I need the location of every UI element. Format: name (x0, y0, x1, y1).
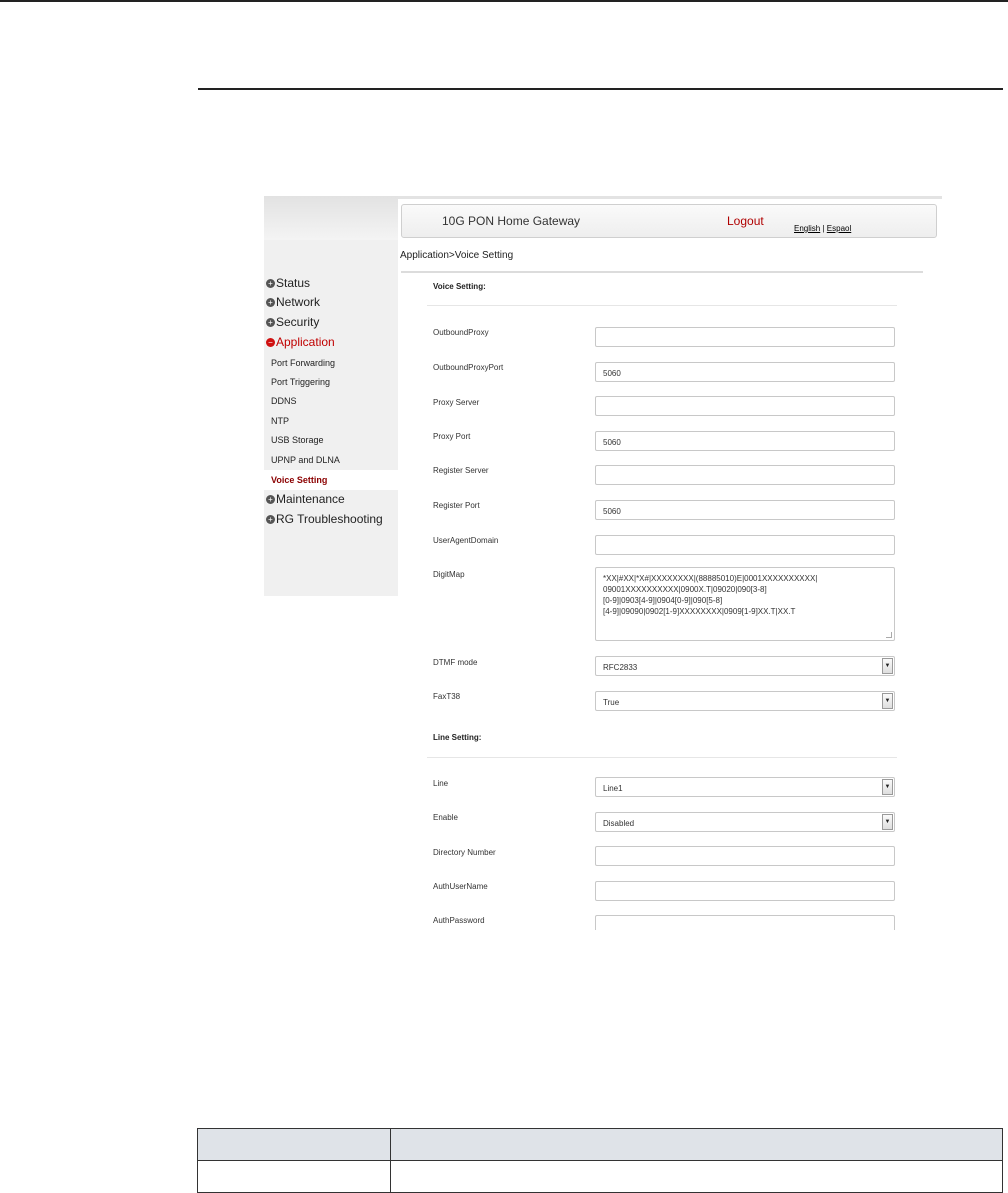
digitmap-line: *XX|#XX|*X#|XXXXXXXX|(88885010)E|0001XXXXXXXXXX| (603, 574, 818, 583)
language-switcher (794, 224, 851, 233)
nav-item-label: Network (276, 295, 321, 309)
nav-item-rg-troubleshooting[interactable] (266, 512, 383, 526)
dtmf-mode-select[interactable] (595, 656, 895, 676)
lang-english-link[interactable]: English (794, 224, 821, 233)
fax-t38-select[interactable] (595, 691, 895, 711)
app-title: 10G PON Home Gateway (442, 214, 581, 228)
register-server-label: Register Server (433, 466, 489, 475)
plus-circle-icon: + (266, 298, 275, 307)
nav-sub-ntp[interactable]: NTP (271, 416, 289, 426)
digitmap-line: 09001XXXXXXXXXX|0900X.T|09020|090[3-8] (603, 585, 767, 594)
nav-item-label: Maintenance (276, 492, 345, 506)
dtmf-mode-label: DTMF mode (433, 658, 478, 667)
digitmap-line: [0-9]|0903[4-9]|0904[0-9]|090[5-8] (603, 596, 723, 605)
lang-separator: | (820, 224, 827, 233)
chevron-down-icon[interactable]: ▼ (882, 658, 893, 674)
proxy-port-label: Proxy Port (433, 432, 471, 441)
nav-sub-port-triggering[interactable]: Port Triggering (271, 377, 331, 387)
digitmap-line: [4-9]|09090|0902[1-9]XXXXXXXX|0909[1-9]XX.T|XX.T (603, 607, 796, 616)
chevron-down-icon[interactable]: ▼ (882, 814, 893, 830)
table-cell (391, 1161, 1003, 1193)
nav-sub-voice-setting[interactable]: Voice Setting (271, 475, 328, 485)
outbound-proxy-port-label: OutboundProxyPort (433, 363, 504, 372)
nav-sub-usb-storage[interactable]: USB Storage (271, 435, 324, 445)
nav-sub-upnp-dlna[interactable]: UPNP and DLNA (271, 455, 340, 465)
logout-link[interactable]: Logout (727, 214, 764, 228)
plus-circle-icon: + (266, 495, 275, 504)
section-divider (427, 305, 897, 306)
table-header-cell (198, 1129, 391, 1161)
auth-password-label: AuthPassword (433, 916, 485, 925)
breadcrumb: Application>Voice Setting (400, 250, 514, 261)
enable-label: Enable (433, 813, 458, 822)
auth-user-name-input[interactable] (595, 881, 895, 901)
document-header-rule (198, 88, 1003, 90)
digitmap-label: DigitMap (433, 570, 465, 579)
chevron-down-icon[interactable]: ▼ (882, 779, 893, 795)
nav-item-label: Status (276, 276, 311, 290)
table-row (198, 1161, 1003, 1193)
fax-t38-label: FaxT38 (433, 692, 461, 701)
register-port-input[interactable]: 5060 (595, 500, 895, 520)
line-select[interactable] (595, 777, 895, 797)
document-table (197, 1128, 1003, 1193)
voice-setting-title: Voice Setting: (433, 282, 486, 291)
outbound-proxy-port-input[interactable]: 5060 (595, 362, 895, 382)
register-server-input[interactable] (595, 465, 895, 485)
outbound-proxy-label: OutboundProxy (433, 328, 489, 337)
page-top-rule (0, 0, 1008, 2)
proxy-port-input[interactable]: 5060 (595, 431, 895, 451)
proxy-server-input[interactable] (595, 396, 895, 416)
outbound-proxy-input[interactable] (595, 327, 895, 347)
nav-item-security[interactable] (266, 315, 319, 329)
register-port-label: Register Port (433, 501, 480, 510)
directory-number-input[interactable] (595, 846, 895, 866)
line-setting-title: Line Setting: (433, 733, 482, 742)
line-label: Line (433, 779, 449, 788)
enable-value: Disabled (603, 819, 635, 828)
breadcrumb-divider (401, 271, 923, 273)
directory-number-label: Directory Number (433, 848, 496, 857)
nav-item-maintenance[interactable] (266, 492, 345, 506)
nav-item-application[interactable] (266, 335, 335, 349)
table-header-cell (391, 1129, 1003, 1161)
nav-item-label: Application (276, 335, 335, 349)
table-cell (198, 1161, 391, 1193)
minus-circle-icon: − (266, 338, 275, 347)
user-agent-domain-input[interactable] (595, 535, 895, 555)
lang-spanish-link[interactable]: Espaol (826, 224, 852, 233)
router-ui-screenshot (264, 196, 942, 930)
dtmf-mode-value: RFC2833 (603, 663, 638, 672)
nav-sub-ddns[interactable]: DDNS (271, 396, 297, 406)
left-navigation (264, 196, 398, 596)
plus-circle-icon: + (266, 318, 275, 327)
chevron-down-icon[interactable]: ▼ (882, 693, 893, 709)
fax-t38-value: True (603, 698, 620, 707)
plus-circle-icon: + (266, 515, 275, 524)
plus-circle-icon: + (266, 279, 275, 288)
user-agent-domain-label: UserAgentDomain (433, 536, 499, 545)
nav-item-status[interactable] (266, 276, 310, 290)
digitmap-textarea[interactable] (595, 567, 895, 641)
enable-select[interactable] (595, 812, 895, 832)
section-divider (427, 757, 897, 758)
auth-user-name-label: AuthUserName (433, 882, 488, 891)
left-nav-header (264, 196, 398, 240)
nav-item-label: Security (276, 315, 320, 329)
auth-password-input[interactable] (595, 915, 895, 930)
proxy-server-label: Proxy Server (433, 398, 480, 407)
nav-sub-port-forwarding[interactable]: Port Forwarding (271, 358, 336, 368)
resize-grip-icon[interactable] (886, 632, 892, 638)
table-header-row (198, 1129, 1003, 1161)
nav-item-label: RG Troubleshooting (276, 512, 383, 526)
line-value: Line1 (603, 784, 623, 793)
nav-item-network[interactable] (266, 295, 320, 309)
app-header (401, 204, 937, 238)
